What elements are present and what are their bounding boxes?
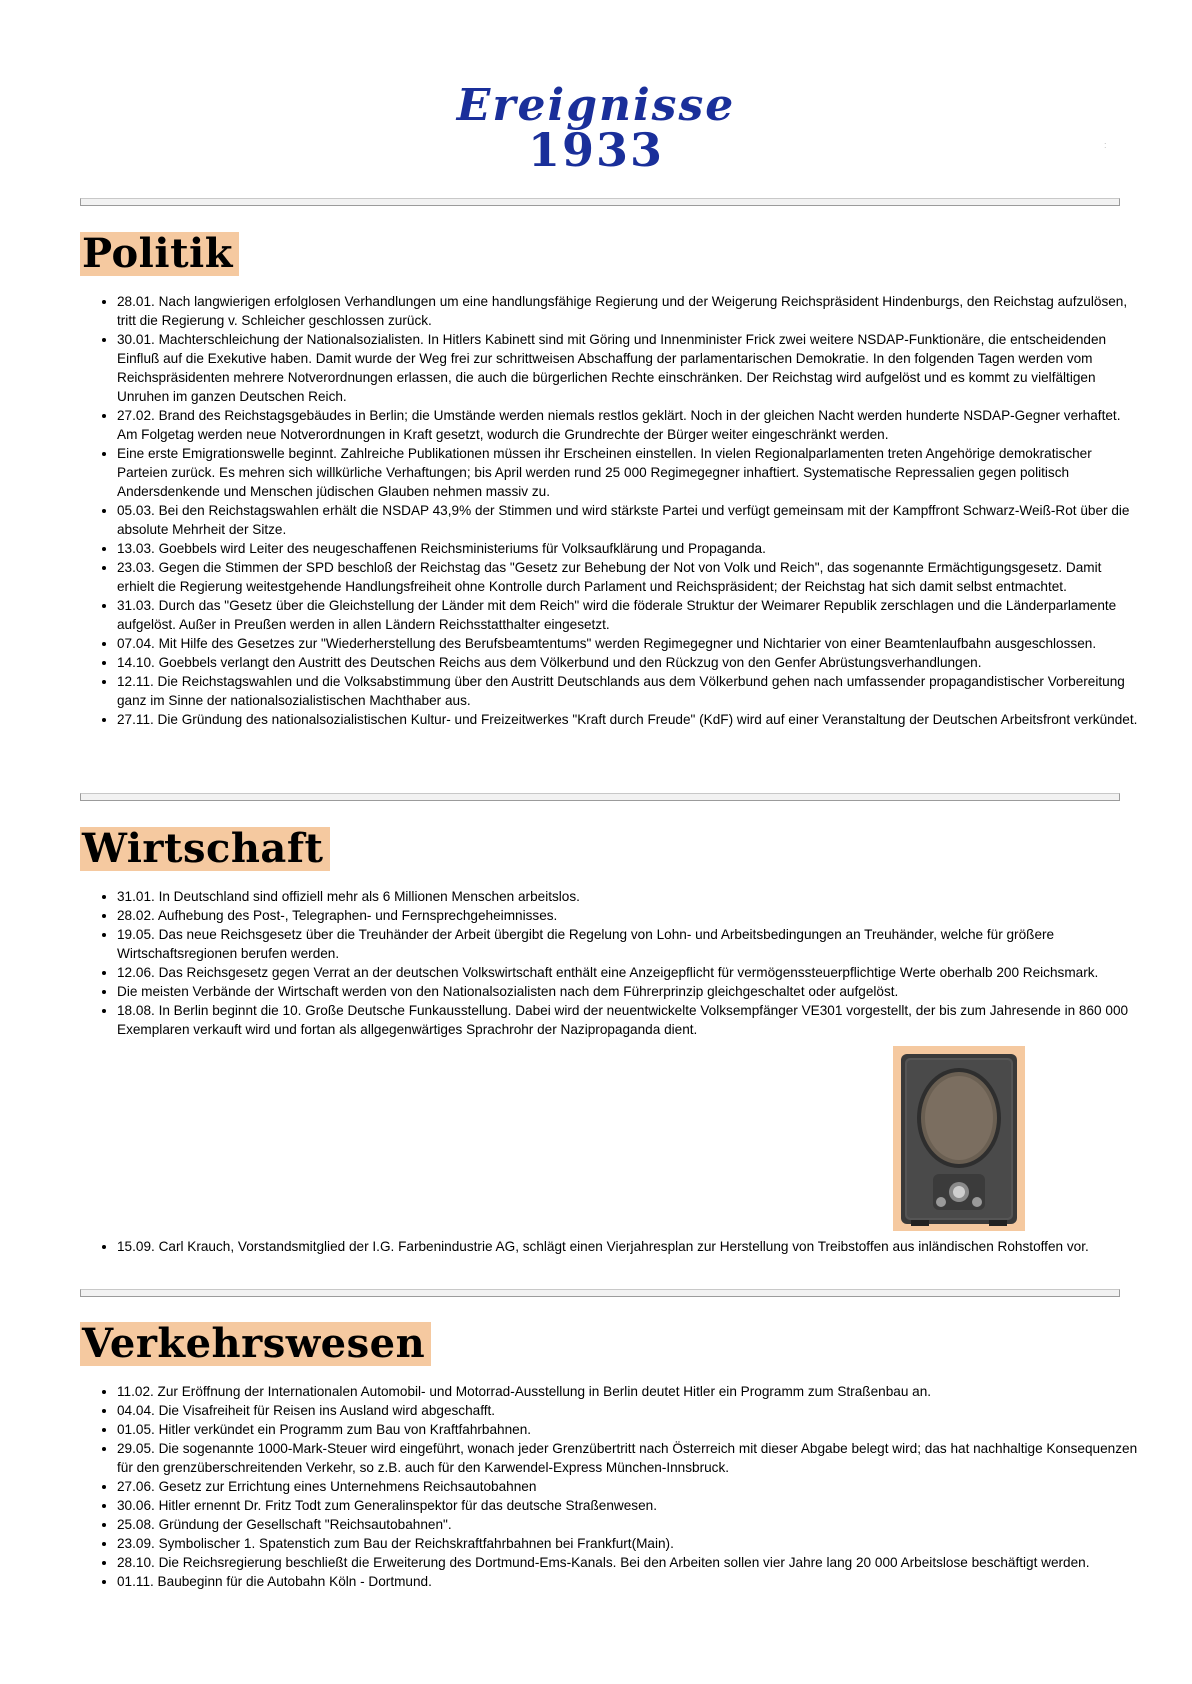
list-item: • 27.02. Brand des Reichstagsgebäudes in Berlin; die Umstände werden niemals restlos geklärt. Noch in der gleichen Nacht werden hunderte NSDAP-Gegner verhaftet. Am Folgetag werden neue Notverordnungen in Kraft gesetzt, wodurch die Grundrechte der Bürger weiter eingeschränkt werden. <box>117 406 1142 444</box>
list-item: • 12.11. Die Reichstagswahlen und die Volksabstimmung über den Austritt Deutschlands aus dem Völkerbund gehen nach umfassender propagandistischer Vorbereitung ganz im Sinne der nationalsozialistischen Machthaber aus. <box>117 672 1142 710</box>
radio-image <box>893 1046 1025 1231</box>
list-item: • 29.05. Die sogenannte 1000-Mark-Steuer wird eingeführt, wonach jeder Grenzübertritt nach Österreich mit dieser Abgabe belegt wird; das hat nachhaltige Konsequenzen für den grenzüberschreitenden Verkehr, so z.B. auch für den Karwendel-Express München-Innsbruck. <box>117 1439 1142 1477</box>
title-word: Ereignisse <box>456 80 736 131</box>
list-item: • 23.09. Symbolischer 1. Spatenstich zum Bau der Reichskraftfahrbahnen bei Frankfurt(Main). <box>117 1534 1142 1553</box>
list-item: • 27.06. Gesetz zur Errichtung eines Unternehmens Reichsautobahnen <box>117 1477 1142 1496</box>
list-item: • 27.11. Die Gründung des nationalsozialistischen Kultur- und Freizeitwerkes "Kraft durch Freude" (KdF) wird auf einer Veranstaltung der Deutschen Arbeitsfront verkündet. <box>117 710 1142 729</box>
list-item: • 23.03. Gegen die Stimmen der SPD beschloß der Reichstag das "Gesetz zur Behebung der Not von Volk und Reich", das sogenannte Ermächtigungsgesetz. Damit erhielt die Regierung weitestgehende Handlungsfreiheit ohne Kontrolle durch Parlament und Reichspräsident; der Reichstag hat sich damit selbst entmachtet. <box>117 558 1142 596</box>
list-item: • Eine erste Emigrationswelle beginnt. Zahlreiche Publikationen müssen ihr Erscheinen einstellen. In vielen Regionalparlamenten treten Angehörige demokratischer Parteien zurück. Es mehren sich willkürliche Verhaftungen; bis April werden rund 25 000 Regimegegner inhaftiert. Systematische Repressalien gegen politisch Andersdenkende und Menschen jüdischen Glauben nehmen massiv zu. <box>117 444 1142 501</box>
list-item: • 11.02. Zur Eröffnung der Internationalen Automobil- und Motorrad-Ausstellung in Berlin deutet Hitler ein Programm zum Straßenbau an. <box>117 1382 1142 1401</box>
list-item: • 31.03. Durch das "Gesetz über die Gleichstellung der Länder mit dem Reich" wird die föderale Struktur der Weimarer Republik zerschlagen und die Länderparlamente aufgelöst. Außer in Preußen werden in allen Ländern Reichsstatthalter eingesetzt. <box>117 596 1142 634</box>
list-item: • 07.04. Mit Hilfe des Gesetzes zur "Wiederherstellung des Berufsbeamtentums" werden Regimegegner und Nichtarier von einer Beamtenlaufbahn ausgeschlossen. <box>117 634 1142 653</box>
list-item: • 28.02. Aufhebung des Post-, Telegraphen- und Fernsprechgeheimnisses. <box>117 906 1142 925</box>
divider <box>80 1289 1120 1297</box>
list-item: • 05.03. Bei den Reichstagswahlen erhält die NSDAP 43,9% der Stimmen und wird stärkste Partei und verfügt gemeinsam mit der Kampffront Schwarz-Weiß-Rot über die absolute Mehrheit der Sitze. <box>117 501 1142 539</box>
list-item: • 12.06. Das Reichsgesetz gegen Verrat an der deutschen Volkswirtschaft enthält eine Anzeigepflicht für vermögenssteuerpflichtige Werte oberhalb 200 Reichsmark. <box>117 963 1142 982</box>
divider <box>80 793 1120 801</box>
section-heading-verkehrswesen: Verkehrswesen <box>80 1322 431 1366</box>
list-item: • 19.05. Das neue Reichsgesetz über die Treuhänder der Arbeit übergibt die Regelung von Lohn- und Arbeitsbedingungen an Treuhänder, welche für größere Wirtschaftsregionen berufen werden. <box>117 925 1142 963</box>
list-item: • 28.01. Nach langwierigen erfolglosen Verhandlungen um eine handlungsfähige Regierung und der Weigerung Reichspräsident Hindenburgs, den Reichstag aufzulösen, tritt die Regierung v. Schleicher geschlossen zurück. <box>117 292 1142 330</box>
section-heading-politik: Politik <box>80 232 239 276</box>
page-title <box>0 80 1192 177</box>
list-item: • Die meisten Verbände der Wirtschaft werden von den Nationalsozialisten nach dem Führerprinzip gleichgeschaltet oder aufgelöst. <box>117 982 1142 1001</box>
list-item: • 01.05. Hitler verkündet ein Programm zum Bau von Kraftfahrbahnen. <box>117 1420 1142 1439</box>
list-item: • 04.04. Die Visafreiheit für Reisen ins Ausland wird abgeschafft. <box>117 1401 1142 1420</box>
list-item: • 25.08. Gründung der Gesellschaft "Reichsautobahnen". <box>117 1515 1142 1534</box>
list-item: • 28.10. Die Reichsregierung beschließt die Erweiterung des Dortmund-Ems-Kanals. Bei den Arbeiten sollen vier Jahre lang 20 000 Arbeitslose beschäftigt werden. <box>117 1553 1142 1572</box>
list-item: • 13.03. Goebbels wird Leiter des neugeschaffenen Reichsministeriums für Volksaufklärung und Propaganda. <box>117 539 1142 558</box>
title-year: 1933 <box>527 123 665 177</box>
list-item: • 01.11. Baubeginn für die Autobahn Köln - Dortmund. <box>117 1572 1142 1591</box>
event-list-wirtschaft-continued <box>99 1237 1142 1256</box>
list-item: • 15.09. Carl Krauch, Vorstandsmitglied der I.G. Farbenindustrie AG, schlägt einen Vierjahresplan zur Herstellung von Treibstoffen aus inländischen Rohstoffen vor. <box>117 1237 1142 1256</box>
list-item: • 30.01. Machterschleichung der Nationalsozialisten. In Hitlers Kabinett sind mit Göring und Innenminister Frick zwei weitere NSDAP-Funktionäre, die entscheidenden Einfluß auf die Exekutive haben. Damit wurde der Weg frei zur schrittweisen Abschaffung der parlamentarischen Demokratie. In den folgenden Tagen werden vom Reichspräsidenten mehrere Notverordnungen erlassen, die auch die bürgerlichen Rechte einschränken. Der Reichstag wird aufgelöst und es kommt zu vielfältigen Unruhen im ganzen Deutschen Reich. <box>117 330 1142 406</box>
event-list-wirtschaft <box>99 887 1142 1039</box>
divider <box>80 198 1120 206</box>
list-item: • 14.10. Goebbels verlangt den Austritt des Deutschen Reichs aus dem Völkerbund und den Rückzug von den Genfer Abrüstungsverhandlungen. <box>117 653 1142 672</box>
decorative-mark: : <box>1104 140 1107 150</box>
radio-icon <box>893 1046 1025 1231</box>
section-heading-wirtschaft: Wirtschaft <box>80 827 330 871</box>
list-item: • 30.06. Hitler ernennt Dr. Fritz Todt zum Generalinspektor für das deutsche Straßenwesen. <box>117 1496 1142 1515</box>
event-list-verkehrswesen <box>99 1382 1142 1591</box>
list-item: • 18.08. In Berlin beginnt die 10. Große Deutsche Funkausstellung. Dabei wird der neuentwickelte Volksempfänger VE301 vorgestellt, der bis zum Jahresende in 860 000 Exemplaren verkauft wird und fortan als allgegenwärtiges Sprachrohr der Nazipropaganda dient. <box>117 1001 1142 1039</box>
list-item: • 31.01. In Deutschland sind offiziell mehr als 6 Millionen Menschen arbeitslos. <box>117 887 1142 906</box>
event-list-politik <box>99 292 1142 729</box>
